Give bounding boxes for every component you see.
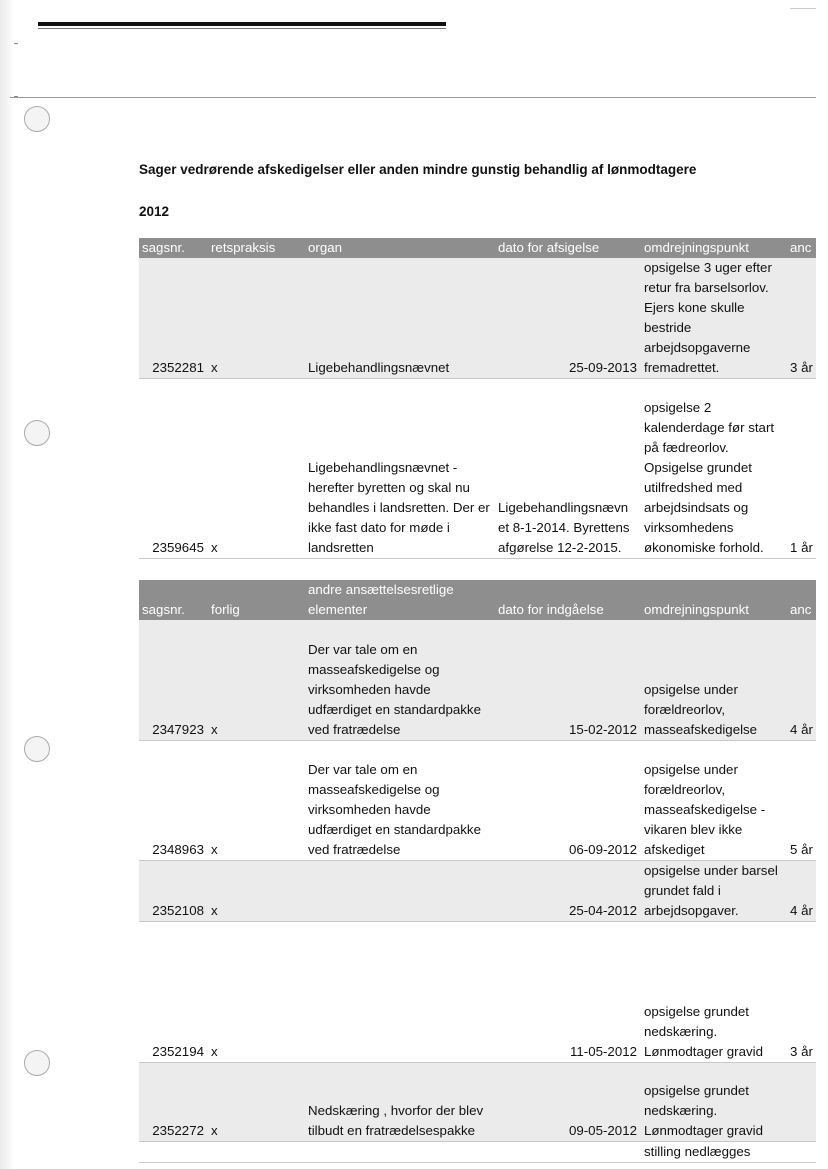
table-row [139,860,827,921]
cell-sagsnr [139,1141,208,1162]
cell-extra: 1 år [787,379,827,559]
column-header-elementer: andre ansættelsesretlige elementer [305,580,495,620]
cell-dato: 06-09-2012 [495,740,641,860]
binder-hole [24,106,50,132]
cell-elementer [305,860,495,921]
cell-flag: x [208,860,305,921]
cell-omdrejningspunkt: stilling nedlægges [641,1141,787,1162]
cell-elementer: Nedskæring , hvorfor der blev tilbudt en fratrædelsespakke [305,1062,495,1141]
column-header-forlig: forlig [208,580,305,620]
cell-sagsnr: 2352194 [139,921,208,1062]
cell-elementer [305,1141,495,1162]
cell-organ: Ligebehandlingsnævnet - herefter byretten og skal nu behandles i landsretten. Der er ikke fast dato for møde i landsretten [305,379,495,559]
column-header-omdrejningspunkt: omdrejningspunkt [641,238,787,258]
margin-tick [14,43,18,44]
cell-flag: x [208,620,305,740]
cell-extra: 4 år [787,620,827,740]
binder-hole [24,420,50,446]
cell-dato [495,1141,641,1162]
table-row [139,1062,827,1141]
cell-omdrejningspunkt: opsigelse under forældreorlov, masseafskedigelse - vikaren blev ikke afskediget [641,740,787,860]
cell-omdrejningspunkt: opsigelse grundet nedskæring. Lønmodtager gravid [641,921,787,1062]
cell-dato: Ligebehandlingsnævn et 8-1-2014. Byrettens afgørelse 12-2-2015. [495,379,641,559]
cell-omdrejningspunkt: opsigelse 2 kalenderdage før start på fædreorlov. Opsigelse grundet utilfredshed med arbejdsindsats og virksomhedens økonomiske forhold. [641,379,787,559]
cell-elementer: Der var tale om en masseafskedigelse og virksomheden havde udfærdiget en standardpakke ved fratrædelse [305,620,495,740]
cell-omdrejningspunkt: opsigelse under forældreorlov, masseafskedigelse [641,620,787,740]
page-right-edge [816,0,828,1169]
cell-flag: x [208,740,305,860]
table-row [139,1141,827,1162]
cell-sagsnr: 2352281 [139,258,208,379]
cell-extra: 3 år [787,258,827,379]
cell-sagsnr: 2352272 [139,1062,208,1141]
top-redaction-bar [38,22,446,26]
cell-sagsnr: 2348963 [139,740,208,860]
table-row [139,379,827,559]
cell-sagsnr: 2359645 [139,379,208,559]
cell-extra: 5 år [787,740,827,860]
cell-omdrejningspunkt: opsigelse 3 uger efter retur fra barselsorlov. Ejers kone skulle bestride arbejdsopgaverne fremadrettet. [641,258,787,379]
cell-dato: 09-05-2012 [495,1062,641,1141]
cases-table-retspraksis [139,238,827,559]
cell-flag: x [208,379,305,559]
column-header-retspraksis: retspraksis [208,238,305,258]
cell-organ: Ligebehandlingsnævnet [305,258,495,379]
table-row [139,921,827,1062]
document-year: 2012 [139,204,170,219]
column-header-sagsnr: sagsnr. [139,580,208,620]
column-header-omdrejningspunkt: omdrejningspunkt [641,580,787,620]
table-row [139,740,827,860]
table-header-row [139,238,827,258]
cell-sagsnr: 2347923 [139,620,208,740]
column-header-cut: anc [787,580,827,620]
column-header-dato: dato for indgåelse [495,580,641,620]
top-redaction-underline [38,28,446,29]
cell-flag: x [208,258,305,379]
table-row [139,258,827,379]
cell-omdrejningspunkt: opsigelse under barsel grundet fald i arbejdsopgaver. [641,860,787,921]
cell-flag [208,1141,305,1162]
cell-flag: x [208,921,305,1062]
column-header-dato: dato for afsigelse [495,238,641,258]
cases-table-forlig [139,580,827,1163]
cell-flag: x [208,1062,305,1141]
column-header-cut: anc [787,238,827,258]
cell-sagsnr: 2352108 [139,860,208,921]
page-edge-shadow [0,0,14,1169]
table-header-row [139,580,827,620]
cell-extra: 3 år [787,921,827,1062]
cell-dato: 25-04-2012 [495,860,641,921]
cell-elementer [305,921,495,1062]
cell-dato: 11-05-2012 [495,921,641,1062]
binder-hole [24,1050,50,1076]
column-header-sagsnr: sagsnr. [139,238,208,258]
column-header-organ: organ [305,238,495,258]
header-rule [10,97,828,98]
margin-tick [14,96,18,97]
cell-omdrejningspunkt: opsigelse grundet nedskæring. Lønmodtager gravid [641,1062,787,1141]
cell-elementer: Der var tale om en masseafskedigelse og virksomheden havde udfærdiget en standardpakke ved fratrædelse [305,740,495,860]
document-title: Sager vedrørende afskedigelser eller anden mindre gunstig behandlig af lønmodtagere [139,162,697,177]
table-row [139,620,827,740]
binder-hole [24,736,50,762]
cell-dato: 15-02-2012 [495,620,641,740]
cell-extra: 4 år [787,860,827,921]
cell-dato: 25-09-2013 [495,258,641,379]
